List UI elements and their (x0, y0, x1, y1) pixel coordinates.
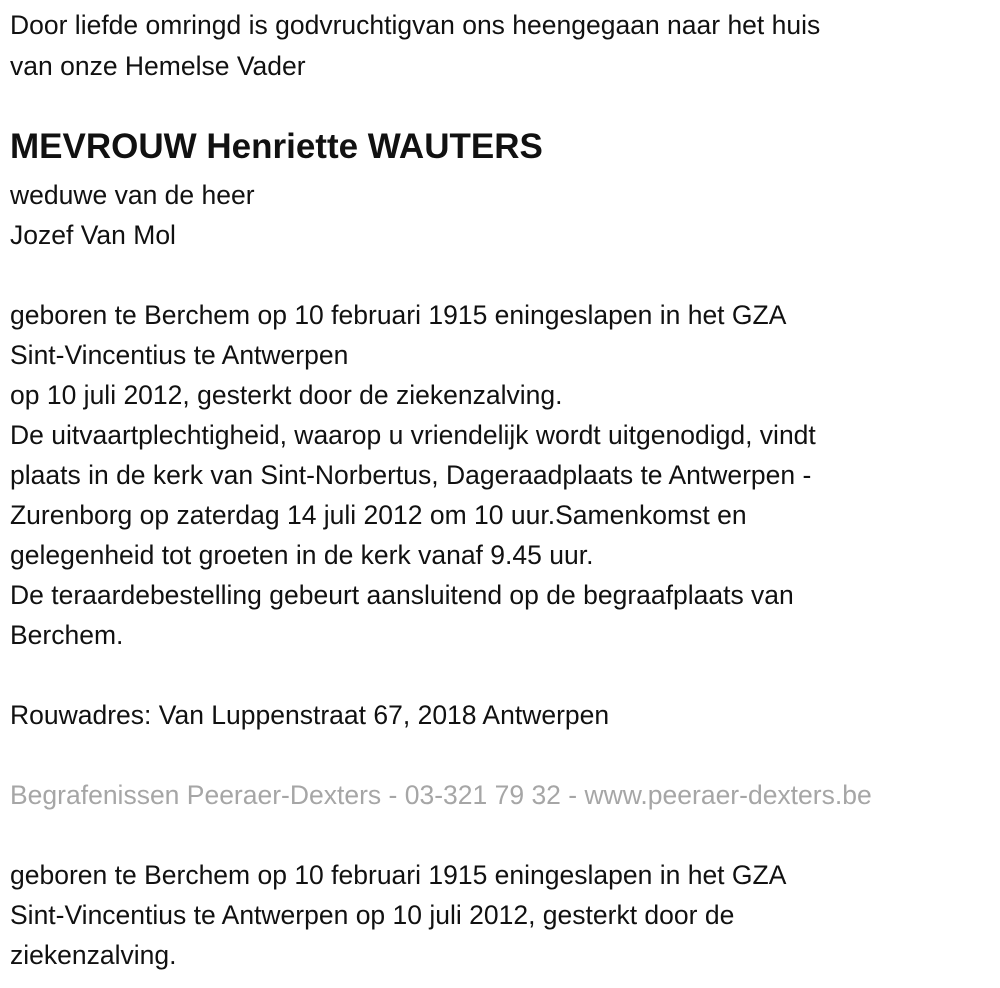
body-line: gelegenheid tot groeten in de kerk vanaf 9.45 uur. (10, 540, 594, 570)
body-line: Sint-Vincentius te Antwerpen (10, 340, 349, 370)
body-line: plaats in de kerk van Sint-Norbertus, Dageraadplaats te Antwerpen - (10, 460, 812, 490)
footer-line: ziekenzalving. (10, 940, 177, 970)
funeral-home: Begrafenissen Peeraer-Dexters - 03-321 79 32 - www.peeraer-dexters.be (10, 780, 872, 810)
body-line: op 10 juli 2012, gesterkt door de ziekenzalving. (10, 380, 563, 410)
deceased-name: MEVROUW Henriette WAUTERS (10, 127, 543, 166)
body-line: geboren te Berchem op 10 februari 1915 eningeslapen in het GZA (10, 300, 787, 330)
mourning-address: Rouwadres: Van Luppenstraat 67, 2018 Antwerpen (10, 700, 610, 730)
intro-line: van onze Hemelse Vader (10, 51, 306, 81)
body-line: Berchem. (10, 620, 124, 650)
body-line: De teraardebestelling gebeurt aansluitend op de begraafplaats van (10, 580, 794, 610)
footer-line: Sint-Vincentius te Antwerpen op 10 juli 2012, gesterkt door de (10, 900, 735, 930)
body-line: De uitvaartplechtigheid, waarop u vriendelijk wordt uitgenodigd, vindt (10, 420, 816, 450)
footer-line: geboren te Berchem op 10 februari 1915 eningeslapen in het GZA (10, 860, 787, 890)
intro-line: Door liefde omringd is godvruchtigvan ons heengegaan naar het huis (10, 10, 821, 40)
body-line: Zurenborg op zaterdag 14 juli 2012 om 10 uur.Samenkomst en (10, 500, 747, 530)
spouse-line: weduwe van de heer (10, 180, 255, 210)
spouse-line: Jozef Van Mol (10, 220, 176, 250)
